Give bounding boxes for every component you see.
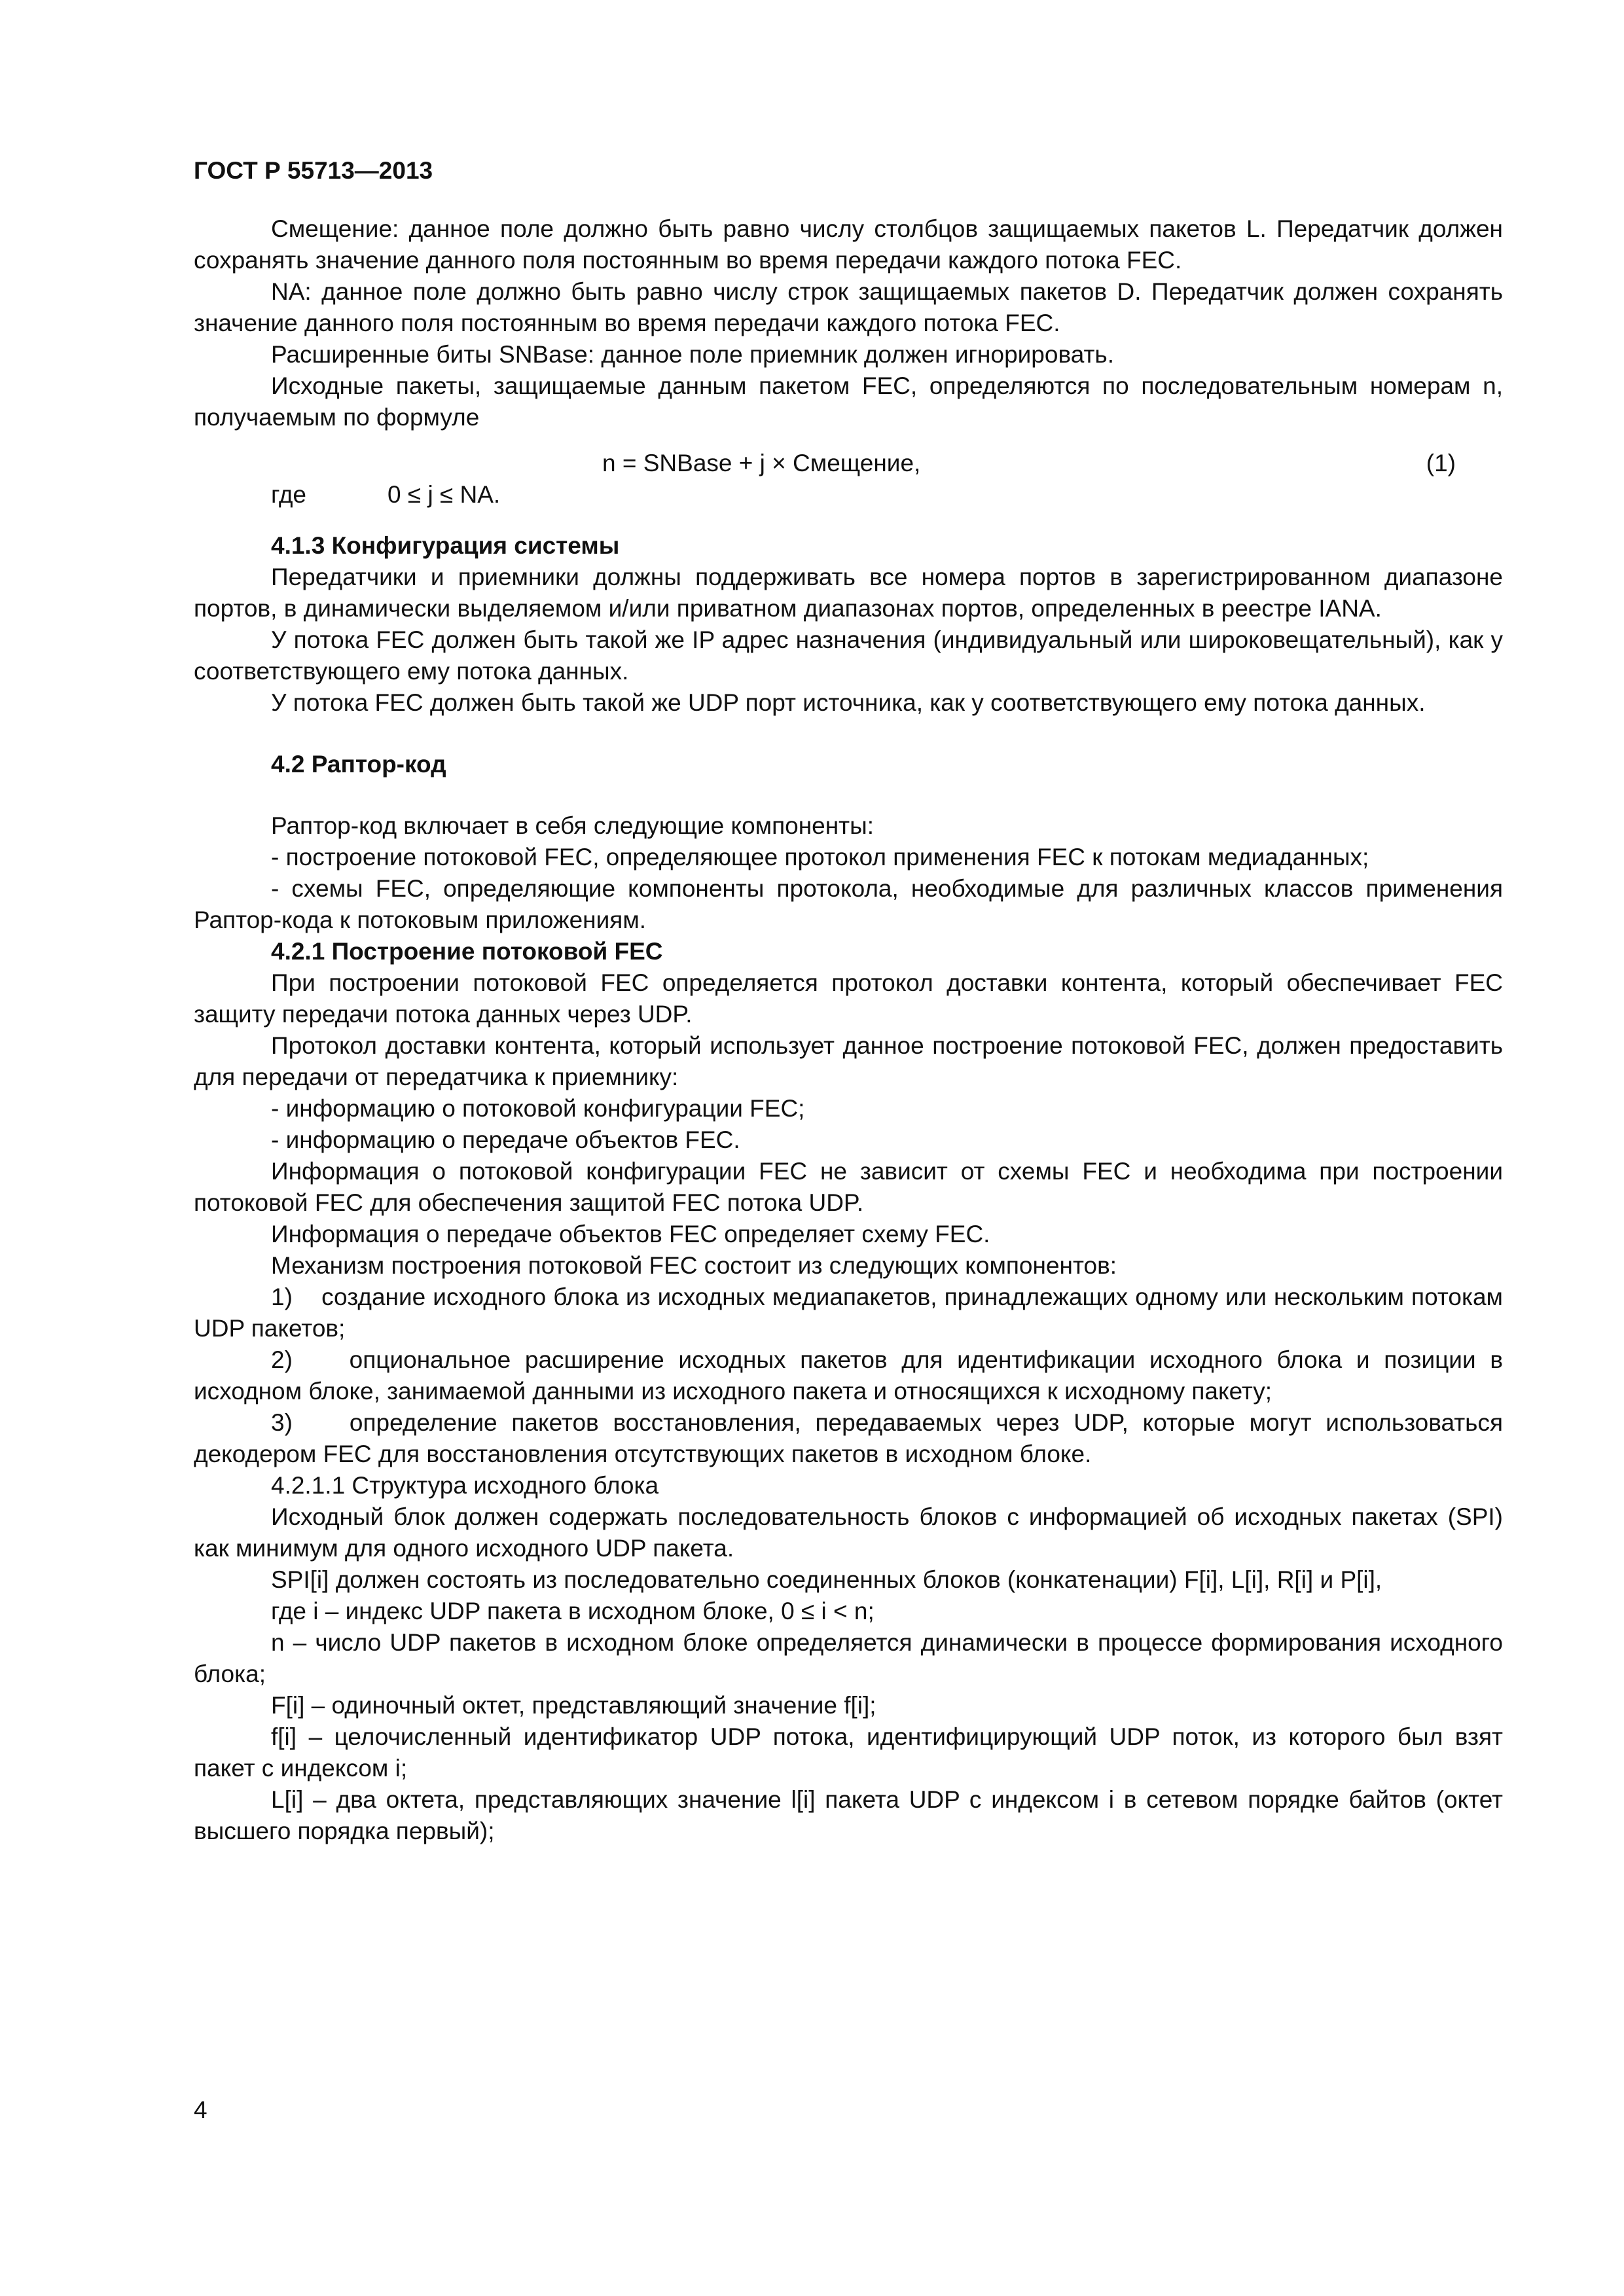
where-condition: 0 ≤ j ≤ NA. bbox=[388, 481, 501, 508]
definition: F[i] – одиночный октет, представляющий значение f[i]; bbox=[271, 1692, 876, 1719]
list-item: 2) опциональное расширение исходных пакетов для идентификации исходного блока и позиции в исходном блоке, занимаемой данными из исходного пакета и относящихся к исходному пакету; bbox=[194, 1346, 1503, 1405]
paragraph: Механизм построения потоковой FEC состоит из следующих компонентов: bbox=[271, 1252, 1117, 1279]
paragraph: Смещение: данное поле должно быть равно числу столбцов защищаемых пакетов L. Передатчик должен сохранять значение данного поля постоянным во время передачи каждого потока FEC. bbox=[194, 215, 1503, 274]
paragraph: При построении потоковой FEC определяется протокол доставки контента, который обеспечивает FEC защиту передачи потока данных через UDP. bbox=[194, 969, 1503, 1028]
formula-expression: n = SNBase + j × Смещение, bbox=[602, 450, 921, 476]
definition: f[i] – целочисленный идентификатор UDP потока, идентифицирующий UDP поток, из которого был взят пакет с индексом i; bbox=[194, 1723, 1503, 1782]
list-item: 1) создание исходного блока из исходных медиапакетов, принадлежащих одному или нескольким потокам UDP пакетов; bbox=[194, 1283, 1503, 1342]
paragraph: Информация о передаче объектов FEC определяет схему FEC. bbox=[271, 1221, 990, 1247]
paragraph: Информация о потоковой конфигурации FEC не зависит от схемы FEC и необходима при построении потоковой FEC для обеспечения защитой FEC потока UDP. bbox=[194, 1158, 1503, 1216]
formula-number: (1) bbox=[1426, 450, 1456, 476]
where-label: где bbox=[271, 481, 307, 508]
paragraph: NA: данное поле должно быть равно числу строк защищаемых пакетов D. Передатчик должен сохранять значение данного поля постоянным во время передачи каждого потока FEC. bbox=[194, 278, 1503, 336]
section-heading: 4.2 Раптор-код bbox=[271, 751, 446, 778]
paragraph: Раптор-код включает в себя следующие компоненты: bbox=[271, 812, 874, 839]
list-item: - информацию о передаче объектов FEC. bbox=[271, 1126, 740, 1153]
list-item: - построение потоковой FEC, определяющее протокол применения FEC к потокам медиаданных; bbox=[271, 844, 1369, 870]
formula-1 bbox=[194, 448, 1503, 479]
definition: L[i] – два октета, представляющих значение l[i] пакета UDP с индексом i в сетевом порядке байтов (октет высшего порядка первый); bbox=[194, 1786, 1503, 1844]
list-item: - информацию о потоковой конфигурации FEC; bbox=[271, 1095, 805, 1122]
list-item: - схемы FEC, определяющие компоненты протокола, необходимые для различных классов применения Раптор-кода к потоковым приложениям. bbox=[194, 875, 1503, 933]
paragraph: Расширенные биты SNBase: данное поле приемник должен игнорировать. bbox=[271, 341, 1114, 368]
definition: n – число UDP пакетов в исходном блоке определяется динамически в процессе формирования исходного блока; bbox=[194, 1629, 1503, 1687]
document-page bbox=[194, 154, 1503, 1847]
section-heading: 4.1.3 Конфигурация системы bbox=[271, 532, 620, 559]
document-header: ГОСТ Р 55713—2013 bbox=[194, 157, 433, 184]
paragraph: У потока FEC должен быть такой же IP адрес назначения (индивидуальный или широковещательный), как у соответствующего ему потока данных. bbox=[194, 626, 1503, 685]
section-heading: 4.2.1 Построение потоковой FEC bbox=[271, 938, 663, 965]
list-item: 3) определение пакетов восстановления, передаваемых через UDP, которые могут использоваться декодером FEC для восстановления отсутствующих пакетов в исходном блоке. bbox=[194, 1409, 1503, 1467]
paragraph: SPI[i] должен состоять из последовательно соединенных блоков (конкатенации) F[i], L[i], R[i] и P[i], bbox=[271, 1566, 1382, 1593]
definition: где i – индекс UDP пакета в исходном блоке, 0 ≤ i < n; bbox=[271, 1598, 875, 1624]
paragraph: Передатчики и приемники должны поддерживать все номера портов в зарегистрированном диапазоне портов, в динамически выделяемом и/или приватном диапазонах портов, определенных в реестре IANA. bbox=[194, 564, 1503, 622]
paragraph: Исходный блок должен содержать последовательность блоков с информацией об исходных пакетах (SPI) как минимум для одного исходного UDP пакета. bbox=[194, 1503, 1503, 1562]
paragraph: Исходные пакеты, защищаемые данным пакетом FEC, определяются по последовательным номерам n, получаемым по формуле bbox=[194, 372, 1503, 431]
paragraph: Протокол доставки контента, который использует данное построение потоковой FEC, должен предоставить для передачи от передатчика к приемнику: bbox=[194, 1032, 1503, 1090]
page-number: 4 bbox=[194, 2096, 208, 2123]
subsection-heading: 4.2.1.1 Структура исходного блока bbox=[271, 1472, 659, 1499]
paragraph: У потока FEC должен быть такой же UDP порт источника, как у соответствующего ему потока данных. bbox=[271, 689, 1426, 716]
formula-where bbox=[194, 479, 1503, 511]
